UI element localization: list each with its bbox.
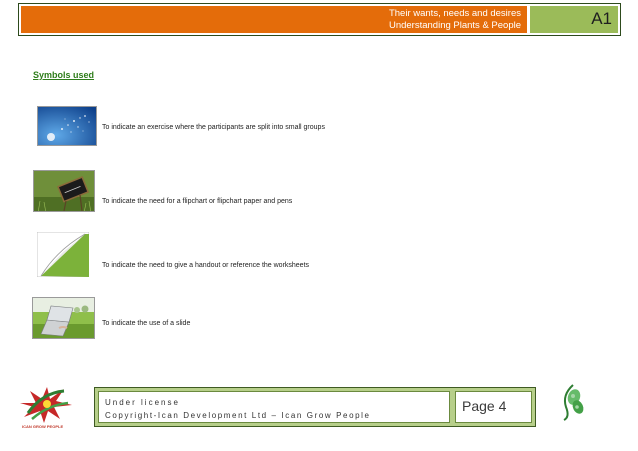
page-number-panel	[455, 391, 532, 423]
small-groups-icon	[37, 106, 97, 146]
symbol-1-text: To indicate an exercise where the participants are split into small groups	[102, 124, 325, 131]
copyright-text: Copyright-Ican Development Ltd – Ican Grow People	[105, 411, 371, 420]
section-title: Symbols used	[33, 70, 95, 80]
logo-caption: ICAN GROW PEOPLE	[22, 424, 64, 429]
pea-pod-logo	[558, 383, 588, 421]
header-code-band	[530, 6, 618, 33]
section-code: A1	[591, 9, 612, 28]
handout-icon	[37, 232, 89, 277]
symbol-2-text: To indicate the need for a flipchart or flipchart paper and pens	[102, 198, 293, 205]
license-text: Under license	[105, 398, 180, 407]
header-line-1: Their wants, needs and desires	[388, 8, 521, 19]
symbol-3-text: To indicate the need to give a handout or reference the worksheets	[102, 262, 310, 269]
symbol-4-text: To indicate the use of a slide	[102, 320, 191, 327]
slide-icon	[32, 297, 95, 339]
page-number: Page 4	[462, 398, 507, 414]
footer-license-panel	[98, 391, 450, 423]
header-line-2: Understanding Plants & People	[388, 20, 521, 31]
flipchart-icon	[33, 170, 95, 212]
header-title-band	[21, 6, 527, 33]
footer-license-box	[94, 387, 536, 427]
header-titles	[389, 8, 521, 32]
document-header	[18, 3, 621, 36]
